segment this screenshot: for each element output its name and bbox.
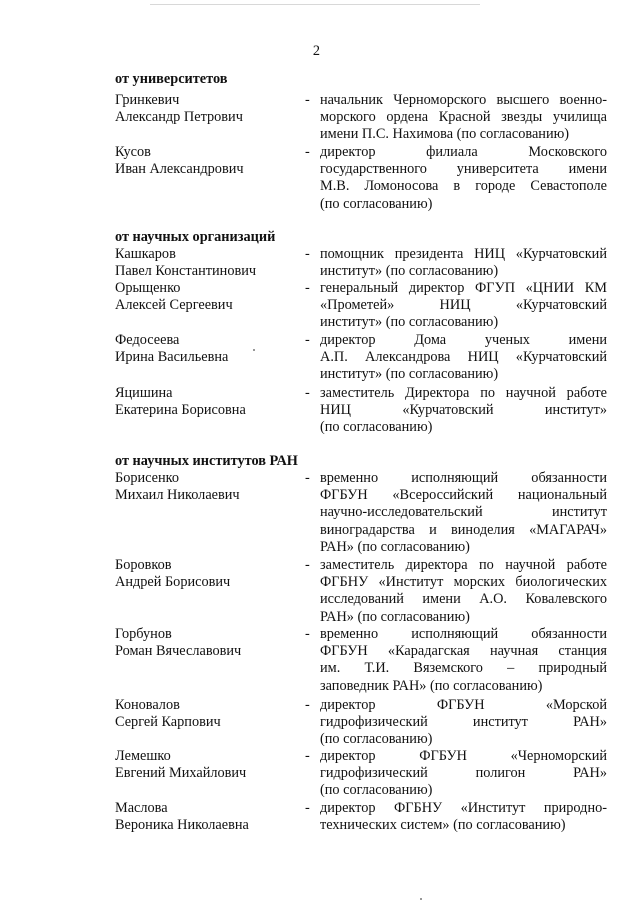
position-line: ФГБУН «Всероссийский национальный (320, 487, 607, 504)
surname: Кусов (115, 144, 151, 160)
person-name (115, 246, 300, 280)
person-name (115, 470, 300, 504)
surname: Маслова (115, 800, 168, 816)
surname: Кашкаров (115, 246, 176, 262)
position-line: начальник Черноморского высшего военно- (320, 92, 607, 108)
position-line: генеральный директор ФГУП «ЦНИИ КМ (320, 280, 607, 296)
position-line: заместитель директора по научной работе (320, 557, 607, 573)
position-line: исследований имени А.О. Ковалевского (320, 591, 607, 608)
given-name: Екатерина Борисовна (115, 402, 246, 419)
position-line: М.В. Ломоносова в городе Севастополе (320, 178, 607, 195)
scan-artifact-top (150, 4, 480, 5)
dash: - (305, 246, 310, 262)
position-description (320, 626, 607, 695)
position-line: НИЦ «Курчатовский институт» (320, 402, 607, 419)
section-heading-ras-institutes: от научных институтов РАН (115, 453, 298, 469)
section-heading-universities: от университетов (115, 71, 228, 87)
dash: - (305, 626, 310, 642)
position-description (320, 280, 607, 332)
position-line: РАН» (по согласованию) (320, 538, 470, 555)
surname: Орыщенко (115, 280, 181, 296)
position-line: гидрофизический полигон РАН» (320, 765, 607, 782)
position-line: временно исполняющий обязанности (320, 626, 607, 642)
position-line: помощник президента НИЦ «Курчатовский (320, 246, 607, 262)
surname: Федосеева (115, 332, 180, 348)
position-line: директор ФГБНУ «Институт природно- (320, 800, 607, 816)
dash: - (305, 92, 310, 108)
position-line: институт» (по согласованию) (320, 366, 499, 383)
position-line: виноградарства и виноделия «МАГАРАЧ» (320, 521, 607, 538)
section-heading-research-organizations: от научных организаций (115, 229, 276, 245)
person-name (115, 144, 300, 178)
position-line: А.П. Александрова НИЦ «Курчатовский (320, 349, 607, 366)
person-name (115, 332, 300, 366)
given-name: Вероника Николаевна (115, 817, 249, 834)
position-line: ФГБНУ «Институт морских биологических (320, 574, 607, 591)
position-line: временно исполняющий обязанности (320, 470, 607, 486)
person-name (115, 385, 300, 419)
dash: - (305, 697, 310, 713)
dash: - (305, 470, 310, 486)
position-line: институт» (по согласованию) (320, 314, 499, 331)
given-name: Александр Петрович (115, 109, 243, 126)
position-description (320, 332, 607, 384)
position-line: директор ФГБУН «Черноморский (320, 748, 607, 764)
surname: Лемешко (115, 748, 171, 764)
surname: Коновалов (115, 697, 180, 713)
dash: - (305, 557, 310, 573)
dash: - (305, 332, 310, 348)
position-description (320, 144, 607, 213)
person-name (115, 280, 300, 314)
position-line: технических систем» (по согласованию) (320, 817, 566, 834)
position-description (320, 748, 607, 800)
given-name: Роман Вячеславович (115, 643, 242, 660)
person-name (115, 800, 300, 834)
position-line: директор Дома ученых имени (320, 332, 607, 348)
dash: - (305, 748, 310, 764)
surname: Борисенко (115, 470, 180, 486)
position-line: «Прометей» НИЦ «Курчатовский (320, 297, 607, 314)
position-line: (по согласованию) (320, 731, 433, 748)
position-line: директор филиала Московского (320, 144, 607, 160)
position-description (320, 385, 607, 437)
position-line: (по согласованию) (320, 195, 433, 212)
position-line: заместитель Директора по научной работе (320, 385, 607, 401)
person-name (115, 557, 300, 591)
given-name: Сергей Карпович (115, 714, 221, 731)
dash: - (305, 385, 310, 401)
surname: Горбунов (115, 626, 172, 642)
position-line: заповедник РАН» (по согласованию) (320, 677, 543, 694)
scan-speck (420, 898, 422, 900)
position-line: директор ФГБУН «Морской (320, 697, 607, 713)
person-name (115, 748, 300, 782)
person-name (115, 92, 300, 126)
given-name: Ирина Васильевна (115, 349, 229, 366)
given-name: Павел Константинович (115, 263, 257, 280)
position-line: (по согласованию) (320, 782, 433, 799)
position-line: государственного университета имени (320, 161, 607, 178)
position-description (320, 92, 607, 144)
position-line: (по согласованию) (320, 419, 433, 436)
position-description (320, 800, 607, 834)
surname: Яцишина (115, 385, 173, 401)
person-name (115, 626, 300, 660)
position-line: институт» (по согласованию) (320, 263, 499, 280)
given-name: Иван Александрович (115, 161, 244, 178)
position-description (320, 246, 607, 280)
page-number: 2 (312, 43, 321, 59)
position-description (320, 557, 607, 626)
scan-speck (253, 349, 255, 351)
dash: - (305, 280, 310, 296)
position-line: им. Т.И. Вяземского – природный (320, 660, 607, 677)
position-line: гидрофизический институт РАН» (320, 714, 607, 731)
given-name: Михаил Николаевич (115, 487, 240, 504)
surname: Боровков (115, 557, 172, 573)
position-line: морского ордена Красной звезды училища (320, 109, 607, 126)
dash: - (305, 144, 310, 160)
given-name: Андрей Борисович (115, 574, 231, 591)
dash: - (305, 800, 310, 816)
person-name (115, 697, 300, 731)
position-description (320, 697, 607, 749)
position-description (320, 470, 607, 556)
given-name: Евгений Михайлович (115, 765, 247, 782)
given-name: Алексей Сергеевич (115, 297, 233, 314)
position-line: научно-исследовательский институт (320, 504, 607, 521)
position-line: ФГБУН «Карадагская научная станция (320, 643, 607, 660)
position-line: РАН» (по согласованию) (320, 608, 470, 625)
surname: Гринкевич (115, 92, 180, 108)
position-line: имени П.С. Нахимова (по согласованию) (320, 126, 570, 143)
